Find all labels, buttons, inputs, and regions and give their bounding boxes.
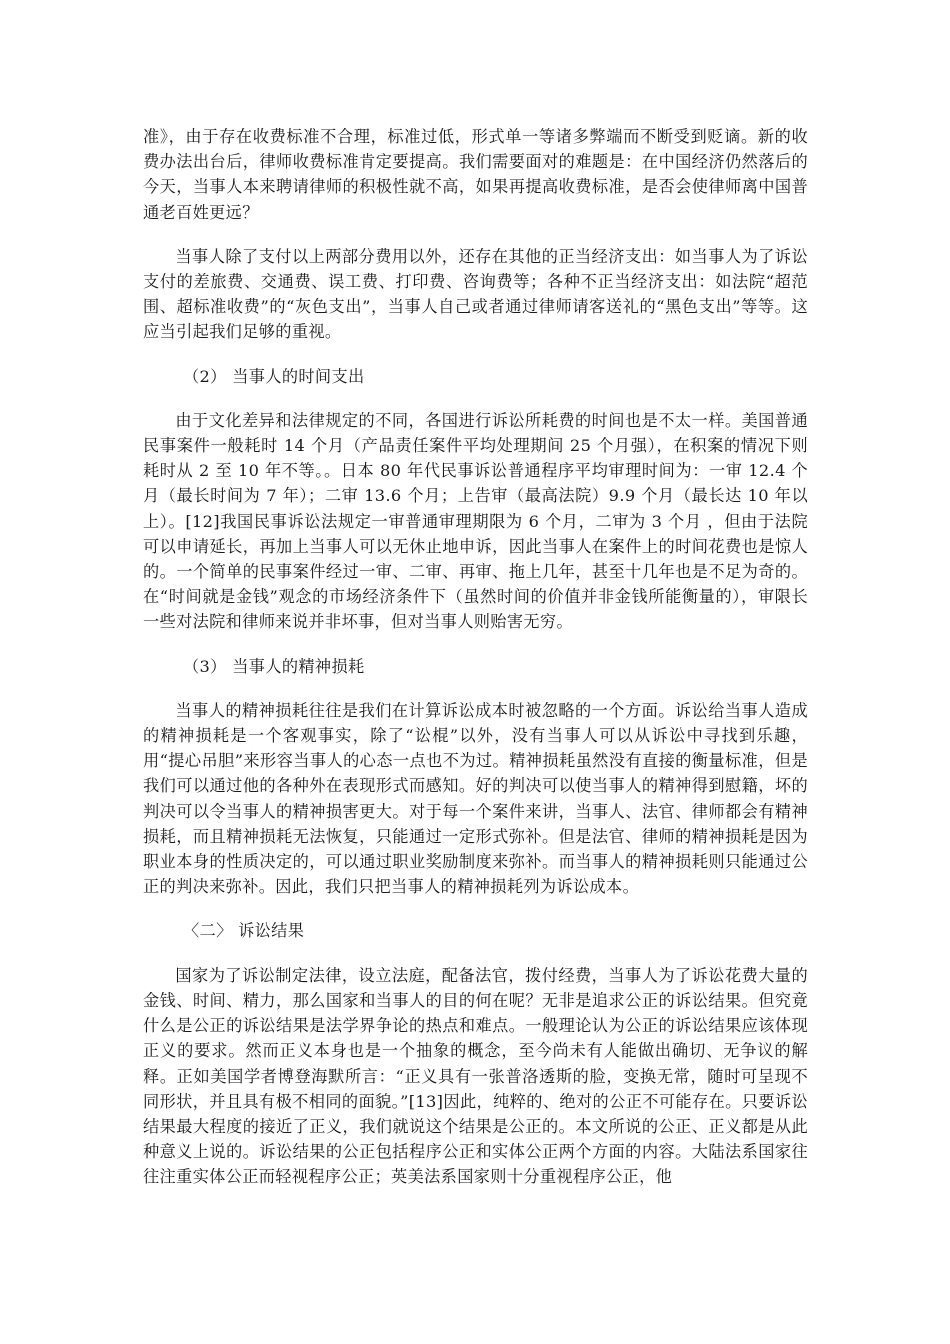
paragraph-other-expenses: 当事人除了支付以上两部分费用以外，还存在其他的正当经济支出：如当事人为了诉讼支付的差旅费、交通费、误工费、打印费、咨询费等；各种不正当经济支出：如法院“超范围、超标准收费”的“灰色支出”，当事人自己或者通过律师请客送礼的“黑色支出”等等。这应当引起我们足够的重视。	[143, 246, 808, 342]
document-page	[143, 124, 808, 1209]
section-heading-time-cost: （2） 当事人的时间支出	[183, 366, 365, 386]
section-heading-litigation-result: 〈二〉 诉讼结果	[183, 921, 305, 941]
paragraph-time-cost: 由于文化差异和法律规定的不同，各国进行诉讼所耗费的时间也是不太一样。美国普通民事案件一般耗时 14 个月（产品责任案件平均处理期间 25 个月强），在积案的情况下则耗时从 2 至 10 年不等。。日本 80 年代民事诉讼普通程序平均审理时间为：一审 12.4 个月（最长时间为 7 年）；二审 13.6 个月；上告审（最高法院）9.9 个月（最长达 10 年以上）。[12]我国民事诉讼法规定一审普通审理期限为 6 个月，二审为 3 个月 ，但由于法院可以申请延长，再加上当事人可以无休止地申诉，因此当事人在案件上的时间花费也是惊人的。一个简单的民事案件经过一审、二审、再审、拖上几年，甚至十几年也是不足为奇的。在“时间就是金钱”观念的市场经济条件下（虽然时间的价值并非金钱所能衡量的），审限长一些对法院和律师来说并非坏事，但对当事人则贻害无穷。	[143, 410, 808, 632]
paragraph-fee-standard: 准》，由于存在收费标准不合理，标准过低，形式单一等诸多弊端而不断受到贬谪。新的收费办法出台后，律师收费标准肯定要提高。我们需要面对的难题是：在中国经济仍然落后的今天，当事人本来聘请律师的积极性就不高，如果再提高收费标准，是否会使律师离中国普通老百姓更远？	[143, 127, 808, 222]
paragraph-litigation-result: 国家为了诉讼制定法律，设立法庭，配备法官，拨付经费，当事人为了诉讼花费大量的金钱、时间、精力，那么国家和当事人的目的何在呢？无非是追求公正的诉讼结果。但究竟什么是公正的诉讼结果是法学界争论的热点和难点。一般理论认为公正的诉讼结果应该体现正义的要求。然而正义本身也是一个抽象的概念，至今尚未有人能做出确切、无争议的解释。正如美国学者博登海默所言：“正义具有一张普洛透斯的脸，变换无常，随时可呈现不同形状，并且具有极不相同的面貌。”[13]因此，纯粹的、绝对的公正不可能存在。只要诉讼结果最大程度的接近了正义，我们就说这个结果是公正的。本文所说的公正、正义都是从此种意义上说的。诉讼结果的公正包括程序公正和实体公正两个方面的内容。大陆法系国家往往注重实体公正而轻视程序公正；英美法系国家则十分重视程序公正，他	[143, 965, 808, 1187]
section-heading-mental-cost: （3） 当事人的精神损耗	[183, 656, 365, 676]
paragraph-mental-cost: 当事人的精神损耗往往是我们在计算诉讼成本时被忽略的一个方面。诉讼给当事人造成的精神损耗是一个客观事实，除了“讼棍”以外，没有当事人可以从诉讼中寻找到乐趣，用“提心吊胆”来形容当事人的心态一点也不为过。精神损耗虽然没有直接的衡量标准，但是我们可以通过他的各种外在表现形式而感知。好的判决可以使当事人的精神得到慰籍，坏的判决可以令当事人的精神损害更大。对于每一个案件来讲，当事人、法官、律师都会有精神损耗，而且精神损耗无法恢复，只能通过一定形式弥补。但是法官、律师的精神损耗是因为职业本身的性质决定的，可以通过职业奖励制度来弥补。而当事人的精神损耗则只能通过公正的判决来弥补。因此，我们只把当事人的精神损耗列为诉讼成本。	[143, 700, 808, 897]
